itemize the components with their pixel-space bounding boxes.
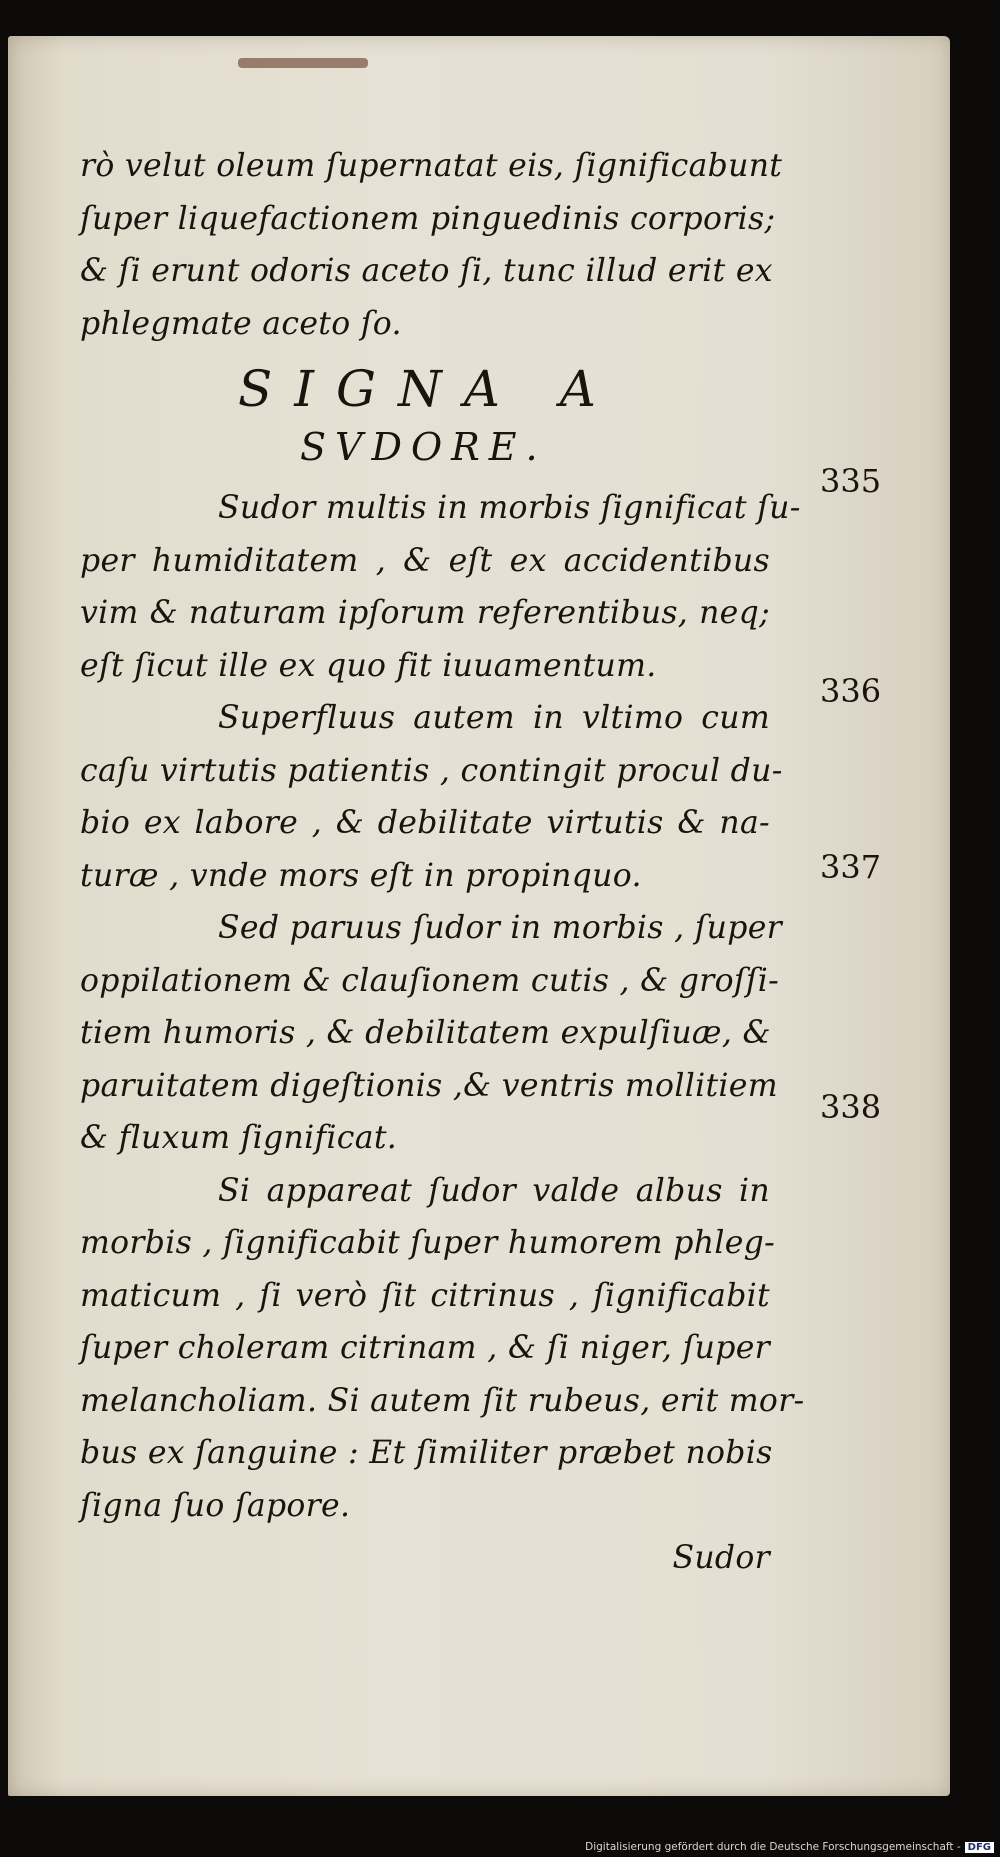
text-line: bio ex labore , & debilitate virtutis & na- [80,805,770,841]
text-line: & ſi erunt odoris aceto ſi, tunc illud erit ex [80,253,773,289]
text-line: ſuper choleram citrinam , & ſi niger, ſuper [80,1330,770,1366]
page-text [80,140,805,1585]
text-line: vim & naturam ipſorum referentibus, neq; [80,595,770,631]
text-line: tiem humoris , & debilitatem expulſiuæ, & [80,1015,771,1051]
text-line: Sudor multis in morbis ſignificat ſu- [218,490,801,526]
text-line: melancholiam. Si autem ſit rubeus, erit mor- [80,1382,805,1419]
text-line: caſu virtutis patientis , contingit procul du- [80,752,783,789]
text-line: maticum , ſi verò ſit citrinus , ſignificabit [80,1277,770,1314]
text-line: phlegmate aceto ſo. [80,305,402,342]
text-line: bus ex ſanguine : Et ſimiliter præbet nobis [80,1435,773,1471]
text-line: per humiditatem , & eſt ex accidentibus [80,542,770,579]
margin-number: 335 [820,462,882,500]
margin-number: 338 [820,1088,882,1126]
footer-credit [585,1841,994,1853]
text-line: morbis , ſignificabit ſuper humorem phleg- [80,1225,776,1261]
text-line: Si appareat ſudor valde albus in [218,1172,770,1209]
section-heading: SIGNA A [238,360,618,418]
text-line: ſuper liquefactionem pinguedinis corporis; [80,200,776,237]
dfg-logo: DFG [965,1842,994,1853]
section-subheading: SVDORE. [300,425,547,469]
text-line: & fluxum ſignificat. [80,1120,398,1156]
text-line: eſt ſicut ille ex quo fit iuuamentum. [80,647,657,684]
footer-text: Digitalisierung gefördert durch die Deutsche Forschungsgemeinschaft - [585,1841,961,1853]
text-line: ſigna ſuo ſapore. [80,1487,351,1524]
page-stain [238,58,368,68]
text-line: Superfluus autem in vltimo cum [218,700,770,736]
text-line: turæ , vnde mors eſt in propinquo. [80,857,642,894]
text-line: rò velut oleum ſupernatat eis, ſignificabunt [80,148,783,184]
text-line: paruitatem digeſtionis ,& ventris mollitiem [80,1067,778,1104]
text-line: Sed paruus ſudor in morbis , ſuper [218,910,783,946]
text-line: oppilationem & clauſionem cutis , & groſſi- [80,962,780,999]
catchword: Sudor [672,1540,770,1576]
margin-number: 337 [820,848,882,886]
margin-number: 336 [820,672,882,710]
